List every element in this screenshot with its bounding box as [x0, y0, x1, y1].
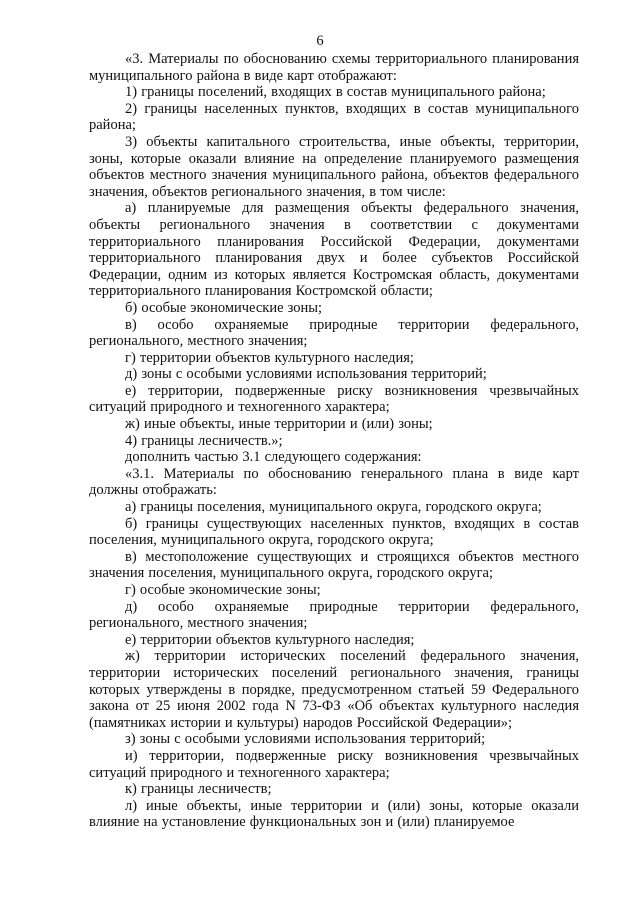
paragraph-item-3-e: е) территории, подверженные риску возникновения чрезвычайных ситуаций природного и техногенного характера; — [89, 382, 579, 416]
paragraph-3-1-k: к) границы лесничеств; — [125, 781, 272, 798]
paragraph-3-1-i: и) территории, подверженные риску возникновения чрезвычайных ситуаций природного и техногенного характера; — [89, 747, 579, 781]
paragraph-item-3-v: в) особо охраняемые природные территории федерального, регионального, местного значения; — [89, 316, 579, 350]
paragraph-item-1: 1) границы поселений, входящих в состав муниципального района; — [125, 84, 546, 101]
paragraph-3-1-a: а) границы поселения, муниципального округа, городского округа; — [125, 499, 542, 516]
page-number: 6 — [316, 33, 324, 49]
paragraph-3-1-b: б) границы существующих населенных пунктов, входящих в состав поселения, муниципального округа, городского округа; — [89, 515, 579, 549]
paragraph-item-3-g: г) территории объектов культурного наследия; — [125, 349, 414, 366]
paragraph-amendment-intro: дополнить частью 3.1 следующего содержания: — [125, 449, 422, 466]
paragraph-3-1-zh: ж) территории исторических поселений федерального значения, территории исторических поселений регионального значения, границы которых утверждены в порядке, предусмотренном статьей 59 Федерального закона от 25 июня 2002 года N 73-ФЗ «Об объектах культурного наследия (памятниках истории и культуры) народов Российской Федерации»; — [89, 648, 579, 731]
paragraph-item-3-zh: ж) иные объекты, иные территории и (или) зоны; — [125, 416, 433, 433]
paragraph-item-3-d: д) зоны с особыми условиями использования территорий; — [125, 366, 487, 383]
paragraph-part-3-intro: «3. Материалы по обоснованию схемы территориального планирования муниципального района в виде карт отображают: — [89, 51, 579, 84]
paragraph-3-1-l: л) иные объекты, иные территории и (или) зоны, которые оказали влияние на установление функциональных зон и (или) планируемое — [89, 797, 579, 831]
paragraph-item-3-b: б) особые экономические зоны; — [125, 299, 323, 316]
paragraph-part-3-1-intro: «3.1. Материалы по обоснованию генерального плана в виде карт должны отображать: — [89, 465, 579, 499]
paragraph-item-3-a: а) планируемые для размещения объекты федерального значения, объекты регионального значения в соответствии с документами территориального планирования Российской Федерации, документами территориального планирования двух и более субъектов Российской Федерации, одним из которых является Костромская область, документами территориального планирования Костромской области; — [89, 200, 579, 300]
paragraph-3-1-z: з) зоны с особыми условиями использования территорий; — [125, 731, 486, 748]
paragraph-3-1-g: г) особые экономические зоны; — [125, 582, 321, 598]
paragraph-3-1-d: д) особо охраняемые природные территории федерального, регионального, местного значения; — [89, 598, 579, 632]
paragraph-item-4: 4) границы лесничеств.»; — [125, 432, 283, 449]
document-body — [89, 51, 579, 831]
paragraph-item-3: 3) объекты капитального строительства, иные объекты, территории, зоны, которые оказали влияние на определение планируемого размещения объектов местного значения муниципального района, объектов федерального значения, объектов регионального значения, в том числе: — [89, 133, 579, 200]
paragraph-3-1-e: е) территории объектов культурного наследия; — [125, 631, 415, 648]
paragraph-item-2: 2) границы населенных пунктов, входящих в состав муниципального района; — [89, 100, 579, 134]
paragraph-3-1-v: в) местоположение существующих и строящихся объектов местного значения поселения, муниципального округа, городского округа; — [89, 548, 579, 582]
